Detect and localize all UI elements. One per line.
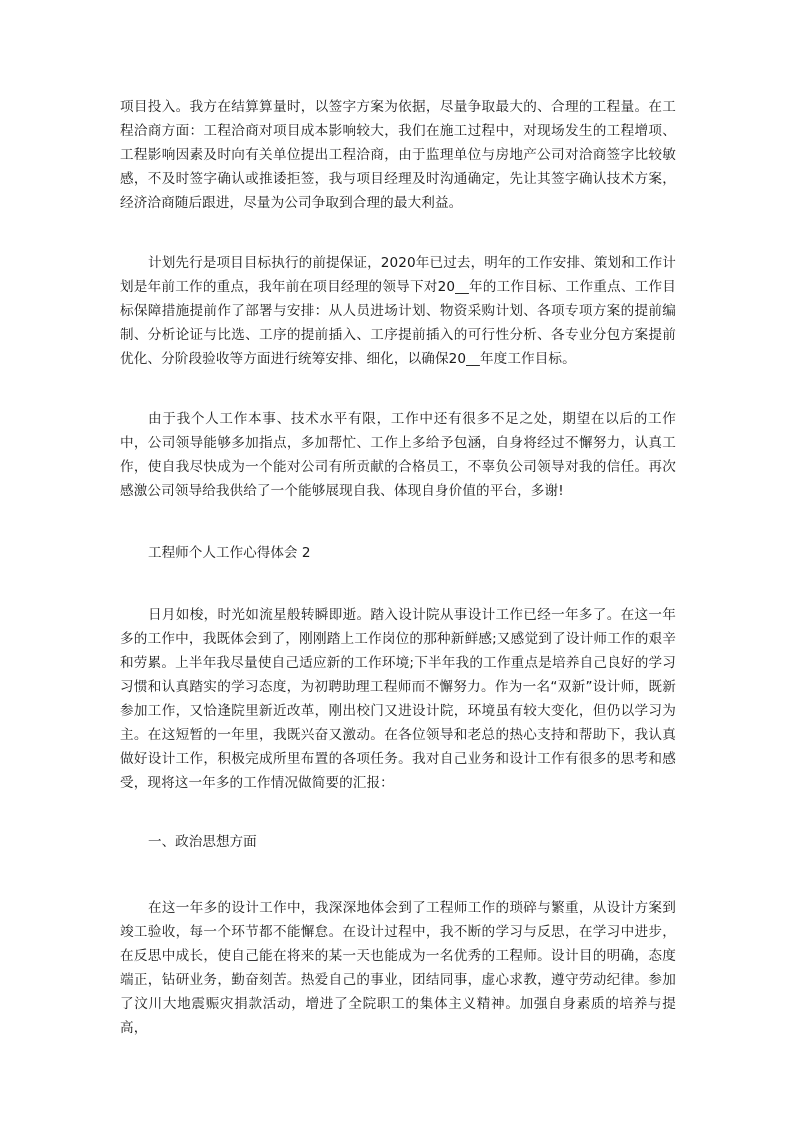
subsection-title-political: 一、政治思想方面 [148, 834, 257, 850]
paragraph-introduction: 日月如梭，时光如流星般转瞬即逝。踏入设计院从事设计工作已经一年多了。在这一年多的工作中，我既体会到了，刚刚踏上工作岗位的那种新鲜感;又感觉到了设计师工作的艰辛和劳累。上半年我尽量使自己适应新的工作环境;下半年我的工作重点是培养自己良好的学习习惯和认真踏实的学习态度，为初聘助理工程师而不懈努力。作为一名“双新”设计师，既新参加工作，又恰逢院里新近改革，刚出校门又进设计院，环境虽有较大变化，但仍以学习为主。在这短暂的一年里，我既兴奋又激动。在各位领导和老总的热心支持和帮助下，我认真做好设计工作，积极完成所里布置的各项任务。我对自己业务和设计工作有很多的思考和感受，现将这一年多的工作情况做简要的汇报： [120, 607, 676, 791]
paragraph-political: 在这一年多的设计工作中，我深深地体会到了工程师工作的琐碎与繁重，从设计方案到竣工验收，每一个环节都不能懈怠。在设计过程中，我不断的学习与反思，在学习中进步，在反思中成长，使自己能在将来的某一天也能成为一名优秀的工程师。设计目的明确，态度端正，钻研业务，勤奋刻苦。热爱自己的事业，团结同事，虚心求教，遵守劳动纪律。参加了汶川大地震赈灾捐款活动，增进了全院职工的集体主义精神。加强自身素质的培养与提高， [120, 900, 676, 1036]
section-title: 工程师个人工作心得体会 2 [148, 545, 311, 561]
paragraph-conclusion: 由于我个人工作本事、技术水平有限，工作中还有很多不足之处，期望在以后的工作中，公司领导能够多加指点，多加帮忙、工作上多给予包涵，自身将经过不懈努力，认真工作，使自我尽快成为一个能对公司有所贡献的合格员工，不辜负公司领导对我的信任。再次感激公司领导给我供给了一个能够展现自我、体现自身价值的平台，多谢! [120, 411, 676, 499]
paragraph-project-settlement: 项目投入。我方在结算算量时，以签字方案为依据，尽量争取最大的、合理的工程量。在工程洽商方面：工程洽商对项目成本影响较大，我们在施工过程中，对现场发生的工程增项、工程影响因素及时向有关单位提出工程洽商，由于监理单位与房地产公司对洽商签字比较敏感，不及时签字确认或推诿拒签，我与项目经理及时沟通确定，先让其签字确认技术方案，经济洽商随后跟进，尽量为公司争取到合理的最大利益。 [120, 99, 676, 211]
paragraph-planning: 计划先行是项目目标执行的前提保证，2020年已过去，明年的工作安排、策划和工作计划是年前工作的重点，我年前在项目经理的领导下对20__年的工作目标、工作重点、工作目标保障措施提前作了部署与安排：从人员进场计划、物资采购计划、各项专项方案的提前编制、分析论证与比选、工序的提前插入、工序提前插入的可行性分析、各专业分包方案提前优化、分阶段验收等方面进行统筹安排、细化，以确保20__年度工作目标。 [120, 255, 676, 367]
